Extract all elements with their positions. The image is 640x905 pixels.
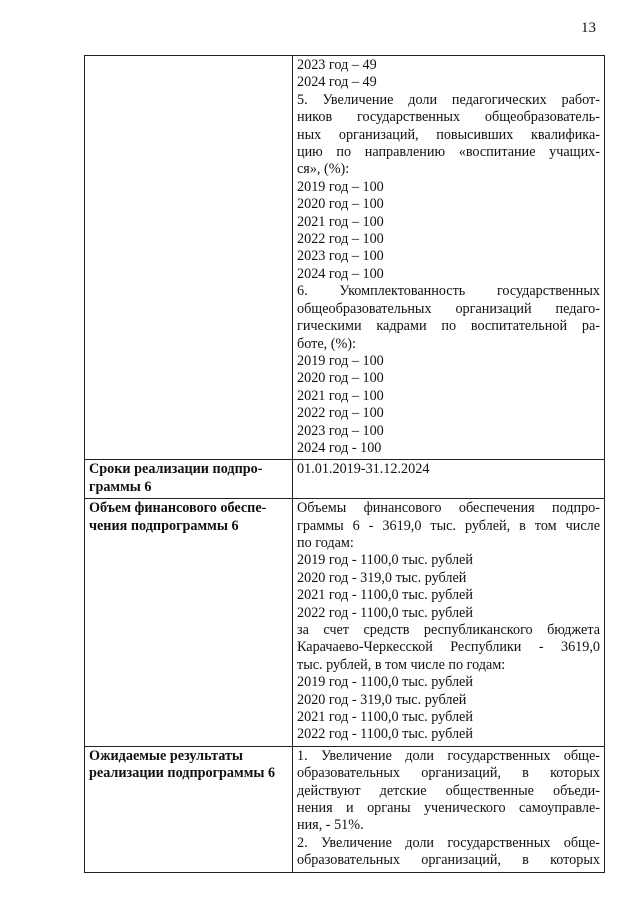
row-value-line: образовательных организаций, в которых xyxy=(297,765,600,782)
row-value-line: боте, (%): xyxy=(297,335,356,352)
row-value-line: действуют детские общественные объеди- xyxy=(297,782,600,799)
row-value-line: ников государственных общеобразователь- xyxy=(297,109,600,126)
row-value-line: Карачаево-Черкесской Республики - 3619,0 xyxy=(297,639,600,656)
row-value-line: нения и органы ученического самоуправле- xyxy=(297,800,600,817)
row-value-line: ных организаций, повысивших квалифика- xyxy=(297,126,600,143)
row-value-line: 2024 год – 49 xyxy=(297,74,377,91)
row-value-line: гическими кадрами по воспитательной ра- xyxy=(297,318,600,335)
row-value-line: ния, - 51%. xyxy=(297,817,364,834)
row-value-line: 2019 год - 1100,0 тыс. рублей xyxy=(297,552,473,569)
row-value-cell xyxy=(293,460,605,499)
row-value-line: 2020 год – 100 xyxy=(297,370,384,387)
row-value-line: 2. Увеличение доли государственных обще- xyxy=(297,834,600,851)
row-value-line: 1. Увеличение доли государственных обще- xyxy=(297,747,600,764)
row-value-line: 2019 год – 100 xyxy=(297,178,384,195)
row-value-line: 2020 год - 319,0 тыс. рублей xyxy=(297,569,467,586)
row-label-cell xyxy=(85,460,293,499)
row-value-cell xyxy=(293,746,605,872)
row-value-line: 2023 год – 49 xyxy=(297,57,377,73)
row-value-line: 2021 год - 1100,0 тыс. рублей xyxy=(297,587,473,604)
row-value-line: ся», (%): xyxy=(297,161,350,178)
row-value-cell xyxy=(293,499,605,747)
row-label-cell xyxy=(85,56,293,460)
row-value-line: граммы 6 - 3619,0 тыс. рублей, в том числе xyxy=(297,517,600,534)
row-label-cell xyxy=(85,746,293,872)
row-label-line: чения подпрограммы 6 xyxy=(89,517,239,534)
row-value-line: 6. Укомплектованность государственных xyxy=(297,283,600,300)
row-value-line: общеобразовательных организаций педаго- xyxy=(297,300,600,317)
row-label-line: реализации подпрограммы 6 xyxy=(89,765,276,782)
row-value-line: 2023 год – 100 xyxy=(297,248,384,265)
row-value-line: 2024 год - 100 xyxy=(297,439,382,456)
row-value-line: 5. Увеличение доли педагогических работ- xyxy=(297,91,600,108)
table-row xyxy=(85,499,605,747)
row-label-line: граммы 6 xyxy=(89,478,152,495)
row-value-line: за счет средств республиканского бюджета xyxy=(297,622,600,638)
row-value-line: по годам: xyxy=(297,534,354,551)
row-value-line: 2022 год – 100 xyxy=(297,405,384,422)
row-value-line: 2022 год – 100 xyxy=(297,231,384,248)
row-label-line: Ожидаемые результаты xyxy=(89,747,243,764)
row-label-cell xyxy=(85,499,293,747)
row-value-line: тыс. рублей, в том числе по годам: xyxy=(297,656,506,673)
row-value-line: 2021 год – 100 xyxy=(297,213,384,230)
row-value-line: 2022 год - 1100,0 тыс. рублей xyxy=(297,726,473,743)
row-value-line: Объемы финансового обеспечения подпро- xyxy=(297,500,600,517)
row-value-line: 2021 год - 1100,0 тыс. рублей xyxy=(297,709,473,726)
row-value-line: 2022 год - 1100,0 тыс. рублей xyxy=(297,604,473,621)
row-value-line: 2020 год – 100 xyxy=(297,196,384,213)
page-number: 13 xyxy=(581,20,596,36)
row-value-line: 2024 год – 100 xyxy=(297,265,384,282)
row-value-line: образовательных организаций, в которых xyxy=(297,852,600,869)
row-value-line: 2019 год – 100 xyxy=(297,352,384,369)
row-value-line: 01.01.2019-31.12.2024 xyxy=(297,461,430,478)
table-row xyxy=(85,460,605,499)
subprogram-passport-table xyxy=(84,55,605,873)
table-row xyxy=(85,746,605,872)
row-value-line: 2021 год – 100 xyxy=(297,387,384,404)
row-label-line: Сроки реализации подпро- xyxy=(89,461,263,478)
row-value-line: цию по направлению «воспитание учащих- xyxy=(297,144,600,161)
row-label-line: Объем финансового обеспе- xyxy=(89,500,267,517)
row-value-line: 2019 год - 1100,0 тыс. рублей xyxy=(297,674,473,691)
row-value-cell xyxy=(293,56,605,460)
table-row xyxy=(85,56,605,460)
row-value-line: 2023 год – 100 xyxy=(297,422,384,439)
row-value-line: 2020 год - 319,0 тыс. рублей xyxy=(297,691,467,708)
